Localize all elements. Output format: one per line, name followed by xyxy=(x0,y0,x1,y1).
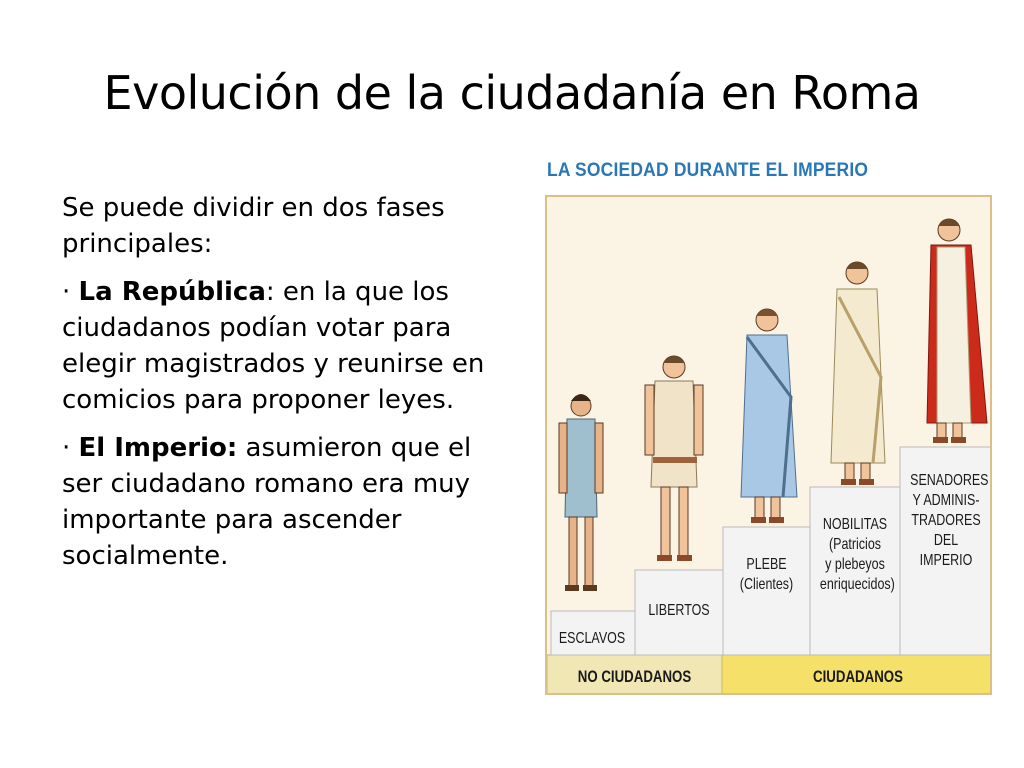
plebeian-figure xyxy=(741,309,797,523)
label-senadores: SENADORES Y ADMINIS- TRADORES DEL IMPERIO xyxy=(910,472,989,569)
label-libertos: LIBERTOS xyxy=(648,602,710,619)
republic-term: La República xyxy=(78,277,266,307)
slave-figure xyxy=(559,394,603,591)
intro-text: Se puede dividir en dos fases principales: xyxy=(62,193,445,259)
empire-text: asumieron que el ser ciudadano romano era muy importante para ascender socialmente. xyxy=(62,433,472,571)
slide-title: Evolución de la ciudadanía en Roma xyxy=(103,66,921,120)
republic-text: : en la que los ciudadanos podían votar para elegir magistrados y reunirse en comicios para proponer leyes. xyxy=(62,277,485,415)
empire-term: El Imperio: xyxy=(78,433,238,463)
citizens-label: CIUDADANOS xyxy=(813,667,903,686)
figure-title: LA SOCIEDAD DURANTE EL IMPERIO xyxy=(547,160,869,181)
intro-paragraph xyxy=(62,190,512,262)
noble-figure xyxy=(831,262,885,485)
republic-paragraph xyxy=(62,274,512,418)
freedman-figure xyxy=(645,356,703,561)
label-esclavos: ESCLAVOS xyxy=(558,630,626,647)
bullet-empire: · xyxy=(62,433,79,463)
non-citizens-label: NO CIUDADANOS xyxy=(577,667,692,686)
bullet-republic: · xyxy=(62,277,79,307)
label-plebe: PLEBE (Clientes) xyxy=(739,556,794,593)
slide-body xyxy=(62,190,512,586)
society-pyramid-figure xyxy=(545,195,992,695)
label-nobilitas: NOBILITAS (Patricios y plebeyos enriquecidos) xyxy=(819,516,895,593)
society-illustration xyxy=(547,197,992,695)
empire-paragraph xyxy=(62,430,512,574)
senator-figure xyxy=(927,219,987,443)
